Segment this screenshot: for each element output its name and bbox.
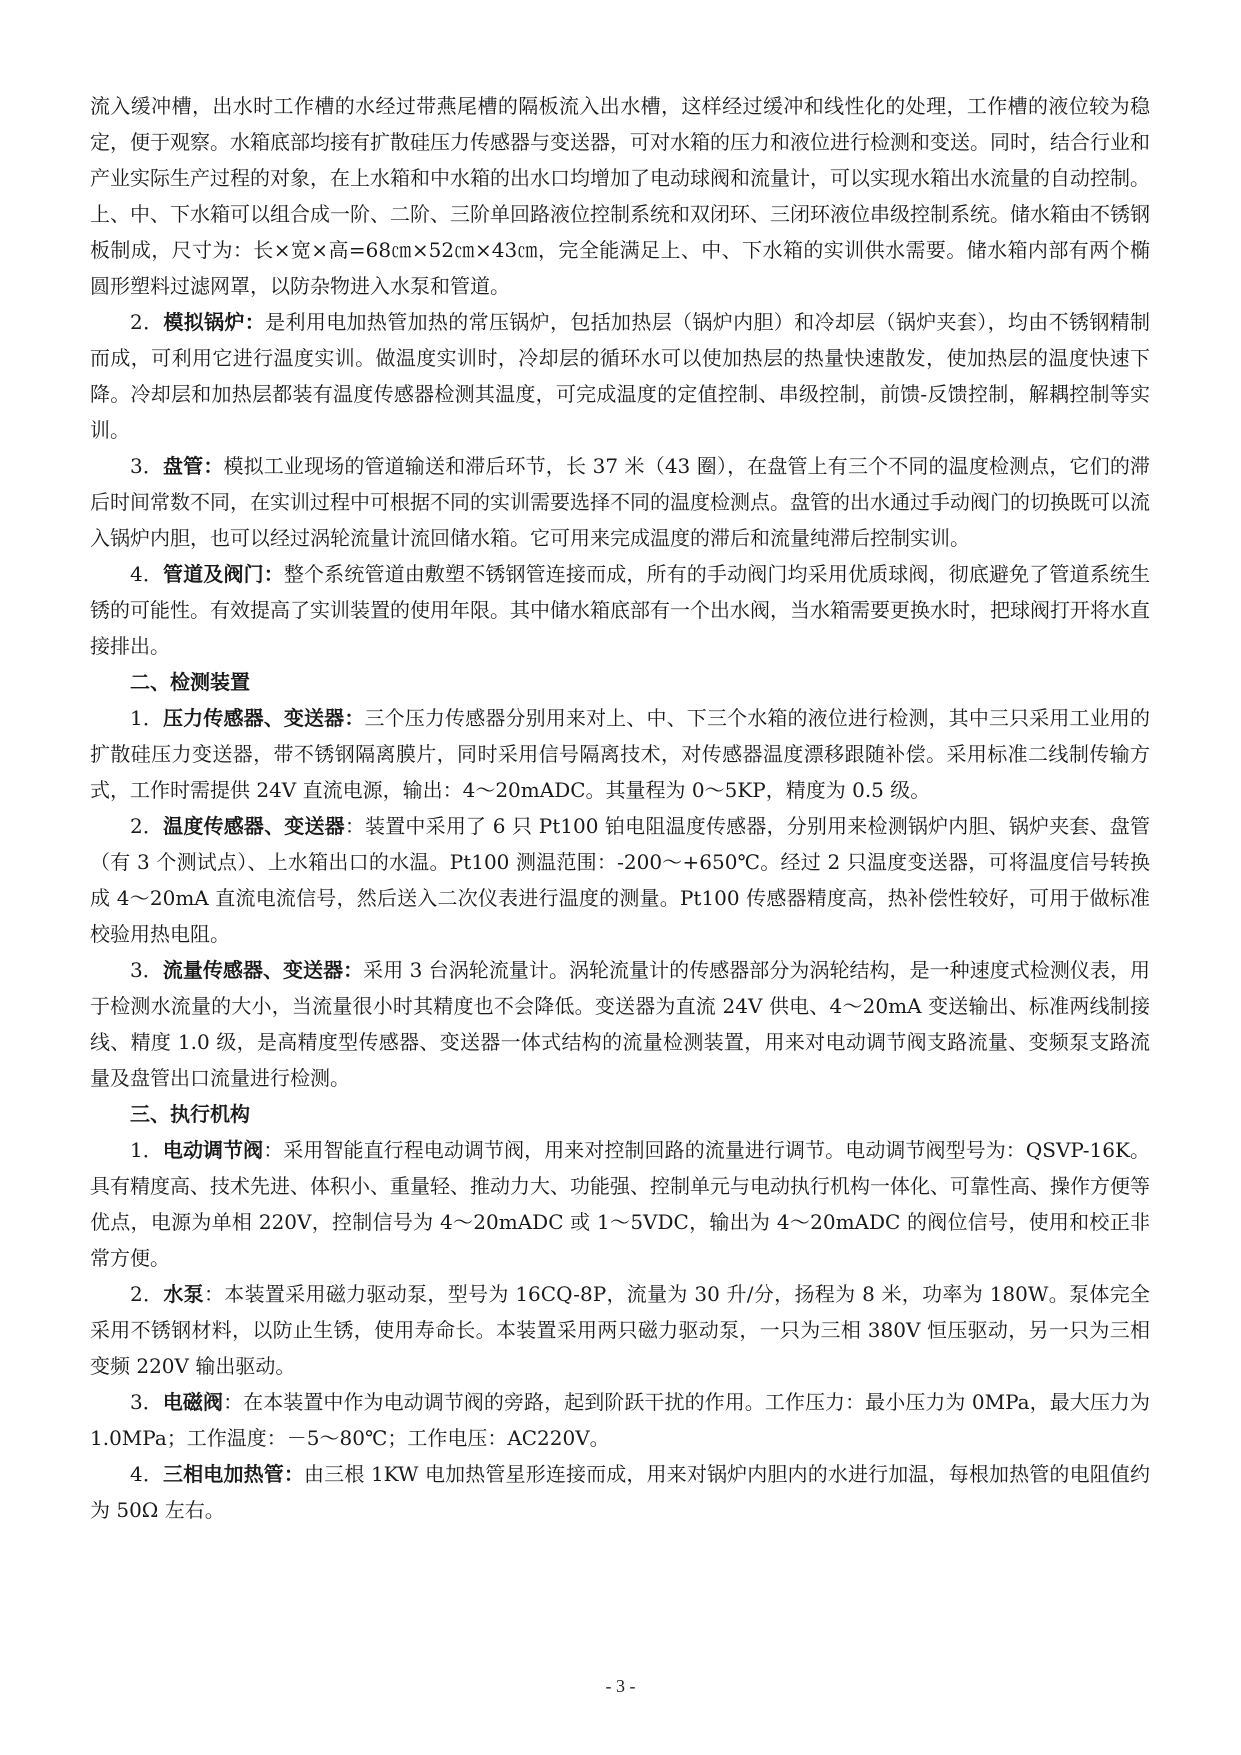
item-number: 3． <box>130 1390 163 1414</box>
paragraph-coil <box>90 448 1150 556</box>
item-title: 盘管： <box>163 454 224 478</box>
item-text: ：本装置采用磁力驱动泵，型号为 16CQ-8P，流量为 30 升/分，扬程为 8 米，功率为 180W。泵体完全采用不锈钢材料，以防止生锈，使用寿命长。本装置采用两只磁力驱动泵，一只为三相 380V 恒压驱动，另一只为三相变频 220V 输出驱动。 <box>90 1282 1151 1378</box>
item-text: ：在本装置中作为电动调节阀的旁路，起到阶跃干扰的作用。工作压力：最小压力为 0MPa，最大压力为 1.0MPa；工作温度：－5～80℃；工作电压：AC220V。 <box>90 1390 1150 1450</box>
document-body <box>90 88 1150 1528</box>
paragraph-solenoid-valve <box>90 1384 1150 1456</box>
item-text: 是利用电加热管加热的常压锅炉，包括加热层（锅炉内胆）和冷却层（锅炉夹套），均由不锈钢精制而成，可利用它进行温度实训。做温度实训时，冷却层的循环水可以使加热层的热量快速散发，使加热层的温度快速下降。冷却层和加热层都装有温度传感器检测其温度，可完成温度的定值控制、串级控制，前馈-反馈控制，解耦控制等实训。 <box>90 310 1151 442</box>
item-number: 1． <box>130 1138 163 1162</box>
item-title: 三相电加热管： <box>163 1462 305 1486</box>
item-number: 4． <box>130 562 164 586</box>
item-number: 3． <box>130 454 164 478</box>
item-text: ：装置中采用了 6 只 Pt100 铂电阻温度传感器，分别用来检测锅炉内胆、锅炉夹套、盘管（有 3 个测试点）、上水箱出口的水温。Pt100 测温范围：-200～+650℃。经过 2 只温度变送器，可将温度信号转换成 4～20mA 直流电流信号，然后送入二次仪表进行温度的测量。Pt100 传感器精度高，热补偿性较好，可用于做标准校验用热电阻。 <box>90 814 1151 946</box>
section-heading-detection: 二、检测装置 <box>130 670 250 694</box>
item-title: 电动调节阀 <box>162 1138 264 1162</box>
paragraph-pump <box>90 1276 1150 1384</box>
paragraph-boiler <box>90 304 1150 448</box>
item-text: 整个系统管道由敷塑不锈钢管连接而成，所有的手动阀门均采用优质球阀，彻底避免了管道系统生锈的可能性。有效提高了实训装置的使用年限。其中储水箱底部有一个出水阀，当水箱需要更换水时，把球阀打开将水直接排出。 <box>90 562 1150 658</box>
paragraph-flow-sensor <box>90 952 1150 1096</box>
paragraph-pressure-sensor <box>90 700 1150 808</box>
item-text: 模拟工业现场的管道输送和滞后环节，长 37 米（43 圈），在盘管上有三个不同的温度检测点，它们的滞后时间常数不同，在实训过程中可根据不同的实训需要选择不同的温度检测点。盘管的出水通过手动阀门的切换既可以流入锅炉内胆，也可以经过涡轮流量计流回储水箱。它可用来完成温度的滞后和流量纯滞后控制实训。 <box>90 454 1150 550</box>
item-title: 水泵 <box>163 1282 204 1306</box>
item-number: 2． <box>130 1282 164 1306</box>
item-text: ：采用智能直行程电动调节阀，用来对控制回路的流量进行调节。电动调节阀型号为：QSVP-16K。具有精度高、技术先进、体积小、重量轻、推动力大、功能强、控制单元与电动执行机构一体化、可靠性高、操作方便等优点，电源为单相 220V，控制信号为 4～20mADC 或 1～5VDC，输出为 4～20mADC 的阀位信号，使用和校正非常方便。 <box>90 1138 1151 1270</box>
paragraph-control-valve <box>90 1132 1150 1276</box>
item-title: 压力传感器、变送器： <box>163 706 365 730</box>
item-title: 模拟锅炉： <box>163 310 266 334</box>
intro-paragraph: 流入缓冲槽，出水时工作槽的水经过带燕尾槽的隔板流入出水槽，这样经过缓冲和线性化的处理，工作槽的液位较为稳定，便于观察。水箱底部均接有扩散硅压力传感器与变送器，可对水箱的压力和液位进行检测和变送。同时，结合行业和产业实际生产过程的对象，在上水箱和中水箱的出水口均增加了电动球阀和流量计，可以实现水箱出水流量的自动控制。上、中、下水箱可以组合成一阶、二阶、三阶单回路液位控制系统和双闭环、三闭环液位串级控制系统。储水箱由不锈钢板制成，尺寸为：长×宽×高=68㎝×52㎝×43㎝，完全能满足上、中、下水箱的实训供水需要。储水箱内部有两个椭圆形塑料过滤网罩，以防杂物进入水泵和管道。 <box>90 94 1150 298</box>
section-heading-actuators: 三、执行机构 <box>130 1102 250 1126</box>
item-title: 管道及阀门： <box>163 562 284 586</box>
item-number: 2． <box>130 814 164 838</box>
paragraph-heater <box>90 1456 1150 1528</box>
item-number: 4． <box>130 1462 164 1486</box>
item-text: 采用 3 台涡轮流量计。涡轮流量计的传感器部分为涡轮结构，是一种速度式检测仪表，用于检测水流量的大小，当流量很小时其精度也不会降低。变送器为直流 24V 供电、4～20mA 变送输出、标准两线制接线、精度 1.0 级，是高精度型传感器、变送器一体式结构的流量检测装置，用来对电动调节阀支路流量、变频泵支路流量及盘管出口流量进行检测。 <box>90 958 1150 1090</box>
page-number: - 3 - <box>605 1676 636 1696</box>
item-number: 1． <box>130 706 164 730</box>
item-title: 电磁阀 <box>162 1390 224 1414</box>
item-number: 3． <box>130 958 163 982</box>
paragraph-pipes-valves <box>90 556 1150 664</box>
item-text: 三个压力传感器分别用来对上、中、下三个水箱的液位进行检测，其中三只采用工业用的扩散硅压力变送器，带不锈钢隔离膜片，同时采用信号隔离技术，对传感器温度漂移跟随补偿。采用标准二线制传输方式，工作时需提供 24V 直流电源，输出：4～20mADC。其量程为 0～5KP，精度为 0.5 级。 <box>90 706 1150 802</box>
item-text: 由三根 1KW 电加热管星形连接而成，用来对锅炉内胆内的水进行加温，每根加热管的电阻值约为 50Ω 左右。 <box>90 1462 1150 1522</box>
item-title: 温度传感器、变送器 <box>163 814 345 838</box>
paragraph-temperature-sensor <box>90 808 1150 952</box>
item-title: 流量传感器、变送器： <box>162 958 364 982</box>
item-number: 2． <box>130 310 164 334</box>
